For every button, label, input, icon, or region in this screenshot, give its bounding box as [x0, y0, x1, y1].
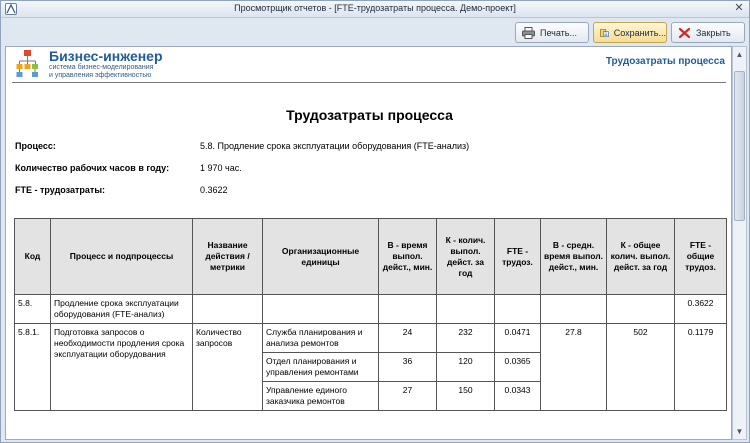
cell-avg-time: 27.8	[541, 324, 607, 411]
vertical-scrollbar[interactable]	[732, 46, 747, 440]
window-title: Просмотрщик отчетов - [FTE-трудозатраты процесса. Демо-проект]	[234, 3, 516, 13]
fte-table	[14, 218, 727, 411]
cell-unit: Служба планирования и анализа ремонтов	[263, 324, 379, 353]
brand-block	[49, 48, 163, 80]
cell-action	[193, 295, 263, 324]
report-title: Трудозатраты процесса	[286, 107, 453, 123]
cell-avg-time	[541, 295, 607, 324]
brand-subtitle-1: система бизнес-моделирования	[49, 64, 154, 71]
report-header-title: Трудозатраты процесса	[605, 56, 725, 67]
save-label: Сохранить...	[613, 27, 666, 38]
scroll-up-icon[interactable]: ▲	[735, 50, 744, 59]
hours-label: Количество рабочих часов в году:	[15, 163, 170, 173]
process-value: 5.8. Продление срока эксплуатации оборудования (FTE-анализ)	[200, 141, 470, 151]
window-close-icon[interactable]: ✕	[734, 2, 744, 14]
report-page[interactable]	[5, 46, 732, 440]
cell-action: Количество запросов	[193, 324, 263, 411]
column-header: В - время выпол. дейст., мин.	[379, 219, 437, 295]
column-header: К - колич. выпол. дейст. за год	[437, 219, 495, 295]
table-row	[15, 324, 727, 353]
title-bar	[1, 1, 749, 18]
table-header-row	[15, 219, 727, 295]
column-header: FTE - трудоз.	[495, 219, 541, 295]
cell-code: 5.8.1.	[15, 324, 51, 411]
header-divider	[12, 82, 726, 83]
column-header: Процесс и подпроцессы	[51, 219, 193, 295]
brand-name: Бизнес-инженер	[49, 48, 163, 64]
column-header: Код	[15, 219, 51, 295]
company-logo-icon	[16, 49, 38, 79]
save-button[interactable]	[593, 22, 667, 43]
cell-count: 232	[437, 324, 495, 353]
column-header: К - общее колич. выпол. дейст. за год	[607, 219, 675, 295]
cell-unit: Отдел планирования и управления ремонтами	[263, 353, 379, 382]
cell-total-count	[607, 295, 675, 324]
cell-count: 120	[437, 353, 495, 382]
cell-code: 5.8.	[15, 295, 51, 324]
cell-time: 24	[379, 324, 437, 353]
cell-time: 27	[379, 382, 437, 411]
column-header: Организационные единицы	[263, 219, 379, 295]
brand-subtitle-2: и управления эффективностью	[49, 72, 152, 79]
cell-fte-total: 0.3622	[675, 295, 727, 324]
table-row	[15, 295, 727, 324]
cell-unit	[263, 295, 379, 324]
cell-fte: 0.0365	[495, 353, 541, 382]
cell-fte: 0.0343	[495, 382, 541, 411]
cell-count: 150	[437, 382, 495, 411]
fte-value: 0.3622	[200, 185, 228, 195]
close-button[interactable]	[671, 22, 745, 43]
column-header: В - средн. время выпол. дейст., мин.	[541, 219, 607, 295]
cell-unit: Управление единого заказчика ремонтов	[263, 382, 379, 411]
printer-icon	[522, 27, 535, 39]
cell-process: Подготовка запросов о необходимости продления срока эксплуатации оборудования	[51, 324, 193, 411]
process-label: Процесс:	[15, 141, 56, 151]
cell-fte: 0.0471	[495, 324, 541, 353]
cell-fte	[495, 295, 541, 324]
close-icon	[678, 27, 691, 39]
hours-value: 1 970 час.	[200, 163, 242, 173]
save-icon	[600, 27, 609, 39]
fte-label: FTE - трудозатраты:	[15, 185, 106, 195]
close-label: Закрыть	[696, 27, 731, 38]
cell-time	[379, 295, 437, 324]
cell-count	[437, 295, 495, 324]
toolbar	[1, 18, 749, 46]
cell-fte-total: 0.1179	[675, 324, 727, 411]
print-button[interactable]	[515, 22, 589, 43]
scroll-down-icon[interactable]: ▼	[735, 427, 744, 436]
print-label: Печать...	[540, 27, 577, 38]
cell-total-count: 502	[607, 324, 675, 411]
cell-time: 36	[379, 353, 437, 382]
column-header: Название действия / метрики	[193, 219, 263, 295]
column-header: FTE - общие трудоз.	[675, 219, 727, 295]
scrollbar-thumb[interactable]	[734, 71, 745, 221]
cell-process: Продление срока эксплуатации оборудования (FTE-анализ)	[51, 295, 193, 324]
